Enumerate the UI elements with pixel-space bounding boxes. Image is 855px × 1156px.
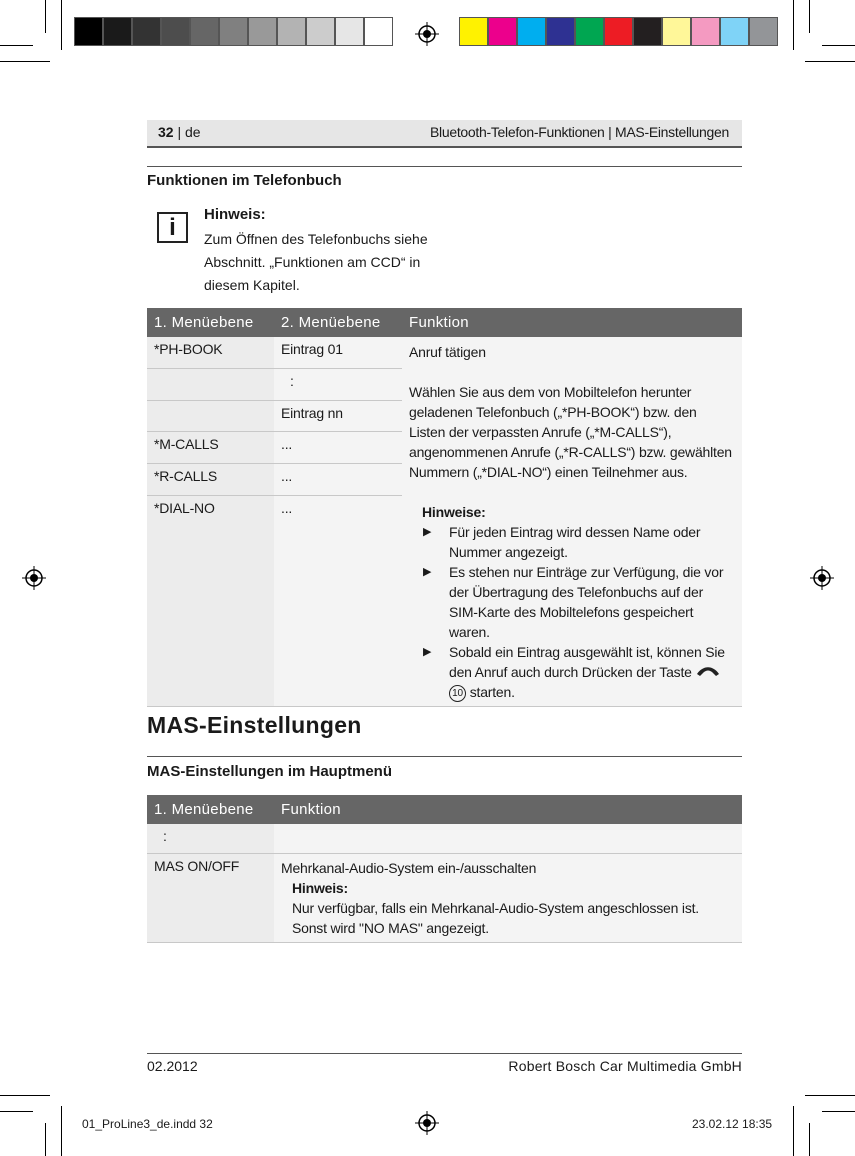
list-item: ▶ Sobald ein Eintrag ausgewählt ist, können Sie den Anruf auch durch Drücken der Taste 10 starten. — [409, 642, 735, 702]
table-cell: *DIAL-NO — [147, 495, 274, 706]
color-swatch — [720, 17, 749, 46]
table-header-row — [147, 795, 742, 824]
color-swatch — [691, 17, 720, 46]
column-header: 1. Menüebene — [147, 308, 274, 337]
table-cell: ... — [274, 464, 402, 496]
column-header: 2. Menüebene — [274, 308, 402, 337]
function-line: Anruf tätigen — [409, 344, 486, 360]
table-cell: : — [147, 824, 274, 854]
function-line: Mehrkanal-Audio-System ein-/ausschalten — [281, 860, 537, 876]
table-cell: Eintrag 01 — [274, 337, 402, 368]
table-cell — [147, 400, 274, 432]
footer-date: 02.2012 — [147, 1058, 198, 1074]
color-swatch — [132, 17, 161, 46]
info-icon: i — [157, 212, 188, 243]
page-number: 32 — [158, 124, 174, 140]
color-swatch — [335, 17, 364, 46]
column-header: Funktion — [402, 308, 742, 337]
table-cell: MAS ON/OFF — [147, 854, 274, 943]
hinweis-text: Nur verfügbar, falls ein Mehrkanal-Audio-System angeschlossen ist. — [292, 900, 699, 916]
note-text: Zum Öffnen des Telefonbuchs siehe Abschnitt. „Funktionen am CCD“ in diesem Kapitel. — [204, 231, 428, 293]
color-swatch — [248, 17, 277, 46]
color-swatch — [575, 17, 604, 46]
bullet-arrow-icon: ▶ — [423, 566, 432, 578]
section-heading: MAS-Einstellungen im Hauptmenü — [147, 763, 393, 780]
table-cell — [147, 368, 274, 400]
table-row — [147, 337, 742, 368]
color-swatch — [459, 17, 488, 46]
column-header: Funktion — [274, 795, 742, 824]
table-cell: ... — [274, 495, 402, 706]
phonebook-table — [147, 308, 742, 707]
color-swatch — [749, 17, 778, 46]
function-cell — [402, 337, 742, 707]
footer-company: Robert Bosch Car Multimedia GmbH — [508, 1058, 742, 1074]
list-item: ▶ Es stehen nur Einträge zur Verfügung, die vor der Übertragung des Telefonbuchs auf der SIM-Karte des Mobiltelefons gespeichert waren. — [409, 562, 735, 642]
color-swatch — [662, 17, 691, 46]
hinweise-title: Hinweise: — [422, 504, 486, 520]
registration-mark-icon — [415, 1111, 439, 1135]
color-swatch — [277, 17, 306, 46]
function-description: Wählen Sie aus dem von Mobiltelefon herunter geladenen Telefonbuch („*PH-BOOK“) bzw. den Listen der verpassten Anrufe („*M-CALLS“), angenommenen Anrufe („*R-CALLS“) bzw. gewählten Nummern („*DIAL-NO“) einen Teilnehmer aus. — [409, 384, 732, 480]
table-row — [147, 854, 742, 943]
table-cell: Eintrag nn — [274, 400, 402, 432]
color-swatch — [604, 17, 633, 46]
hinweis-title: Hinweis: — [292, 880, 348, 896]
section-heading: Funktionen im Telefonbuch — [147, 172, 342, 189]
table-cell: *PH-BOOK — [147, 337, 274, 368]
slug-timestamp: 23.02.12 18:35 — [692, 1117, 773, 1131]
running-header — [147, 120, 742, 148]
table-row — [147, 824, 742, 854]
color-swatch — [74, 17, 103, 46]
hinweis-text: Sonst wird "NO MAS" angezeigt. — [292, 920, 489, 936]
color-swatch — [219, 17, 248, 46]
color-swatch — [103, 17, 132, 46]
key-number-badge: 10 — [449, 685, 466, 702]
section-title: Bluetooth-Telefon-Funktionen | MAS-Einstellungen — [430, 124, 729, 140]
color-swatch — [161, 17, 190, 46]
color-bar — [459, 17, 778, 46]
phone-icon — [695, 665, 721, 679]
chapter-heading: MAS-Einstellungen — [147, 712, 362, 738]
registration-mark-icon — [22, 566, 46, 590]
table-cell: *R-CALLS — [147, 464, 274, 496]
mas-table — [147, 795, 742, 943]
function-cell — [274, 854, 742, 943]
color-swatch — [633, 17, 662, 46]
note-title: Hinweis: — [204, 206, 266, 223]
language-label: | de — [177, 124, 201, 140]
footer-divider — [147, 1053, 742, 1054]
color-swatch — [488, 17, 517, 46]
gray-color-bar — [74, 17, 393, 46]
color-swatch — [517, 17, 546, 46]
slug-filename: 01_ProLine3_de.indd 32 — [82, 1117, 213, 1131]
color-swatch — [190, 17, 219, 46]
table-cell: *M-CALLS — [147, 432, 274, 464]
color-swatch — [306, 17, 335, 46]
bullet-arrow-icon: ▶ — [423, 526, 432, 538]
column-header: 1. Menüebene — [147, 795, 274, 824]
table-cell — [274, 824, 742, 854]
table-header-row — [147, 308, 742, 337]
registration-mark-icon — [810, 566, 834, 590]
table-cell: ... — [274, 432, 402, 464]
table-cell: : — [274, 368, 402, 400]
registration-mark-icon — [415, 22, 439, 46]
color-swatch — [364, 17, 393, 46]
color-swatch — [546, 17, 575, 46]
divider — [147, 756, 742, 757]
list-item: ▶ Für jeden Eintrag wird dessen Name oder Nummer angezeigt. — [409, 522, 735, 562]
bullet-arrow-icon: ▶ — [423, 646, 432, 658]
divider — [147, 166, 742, 167]
